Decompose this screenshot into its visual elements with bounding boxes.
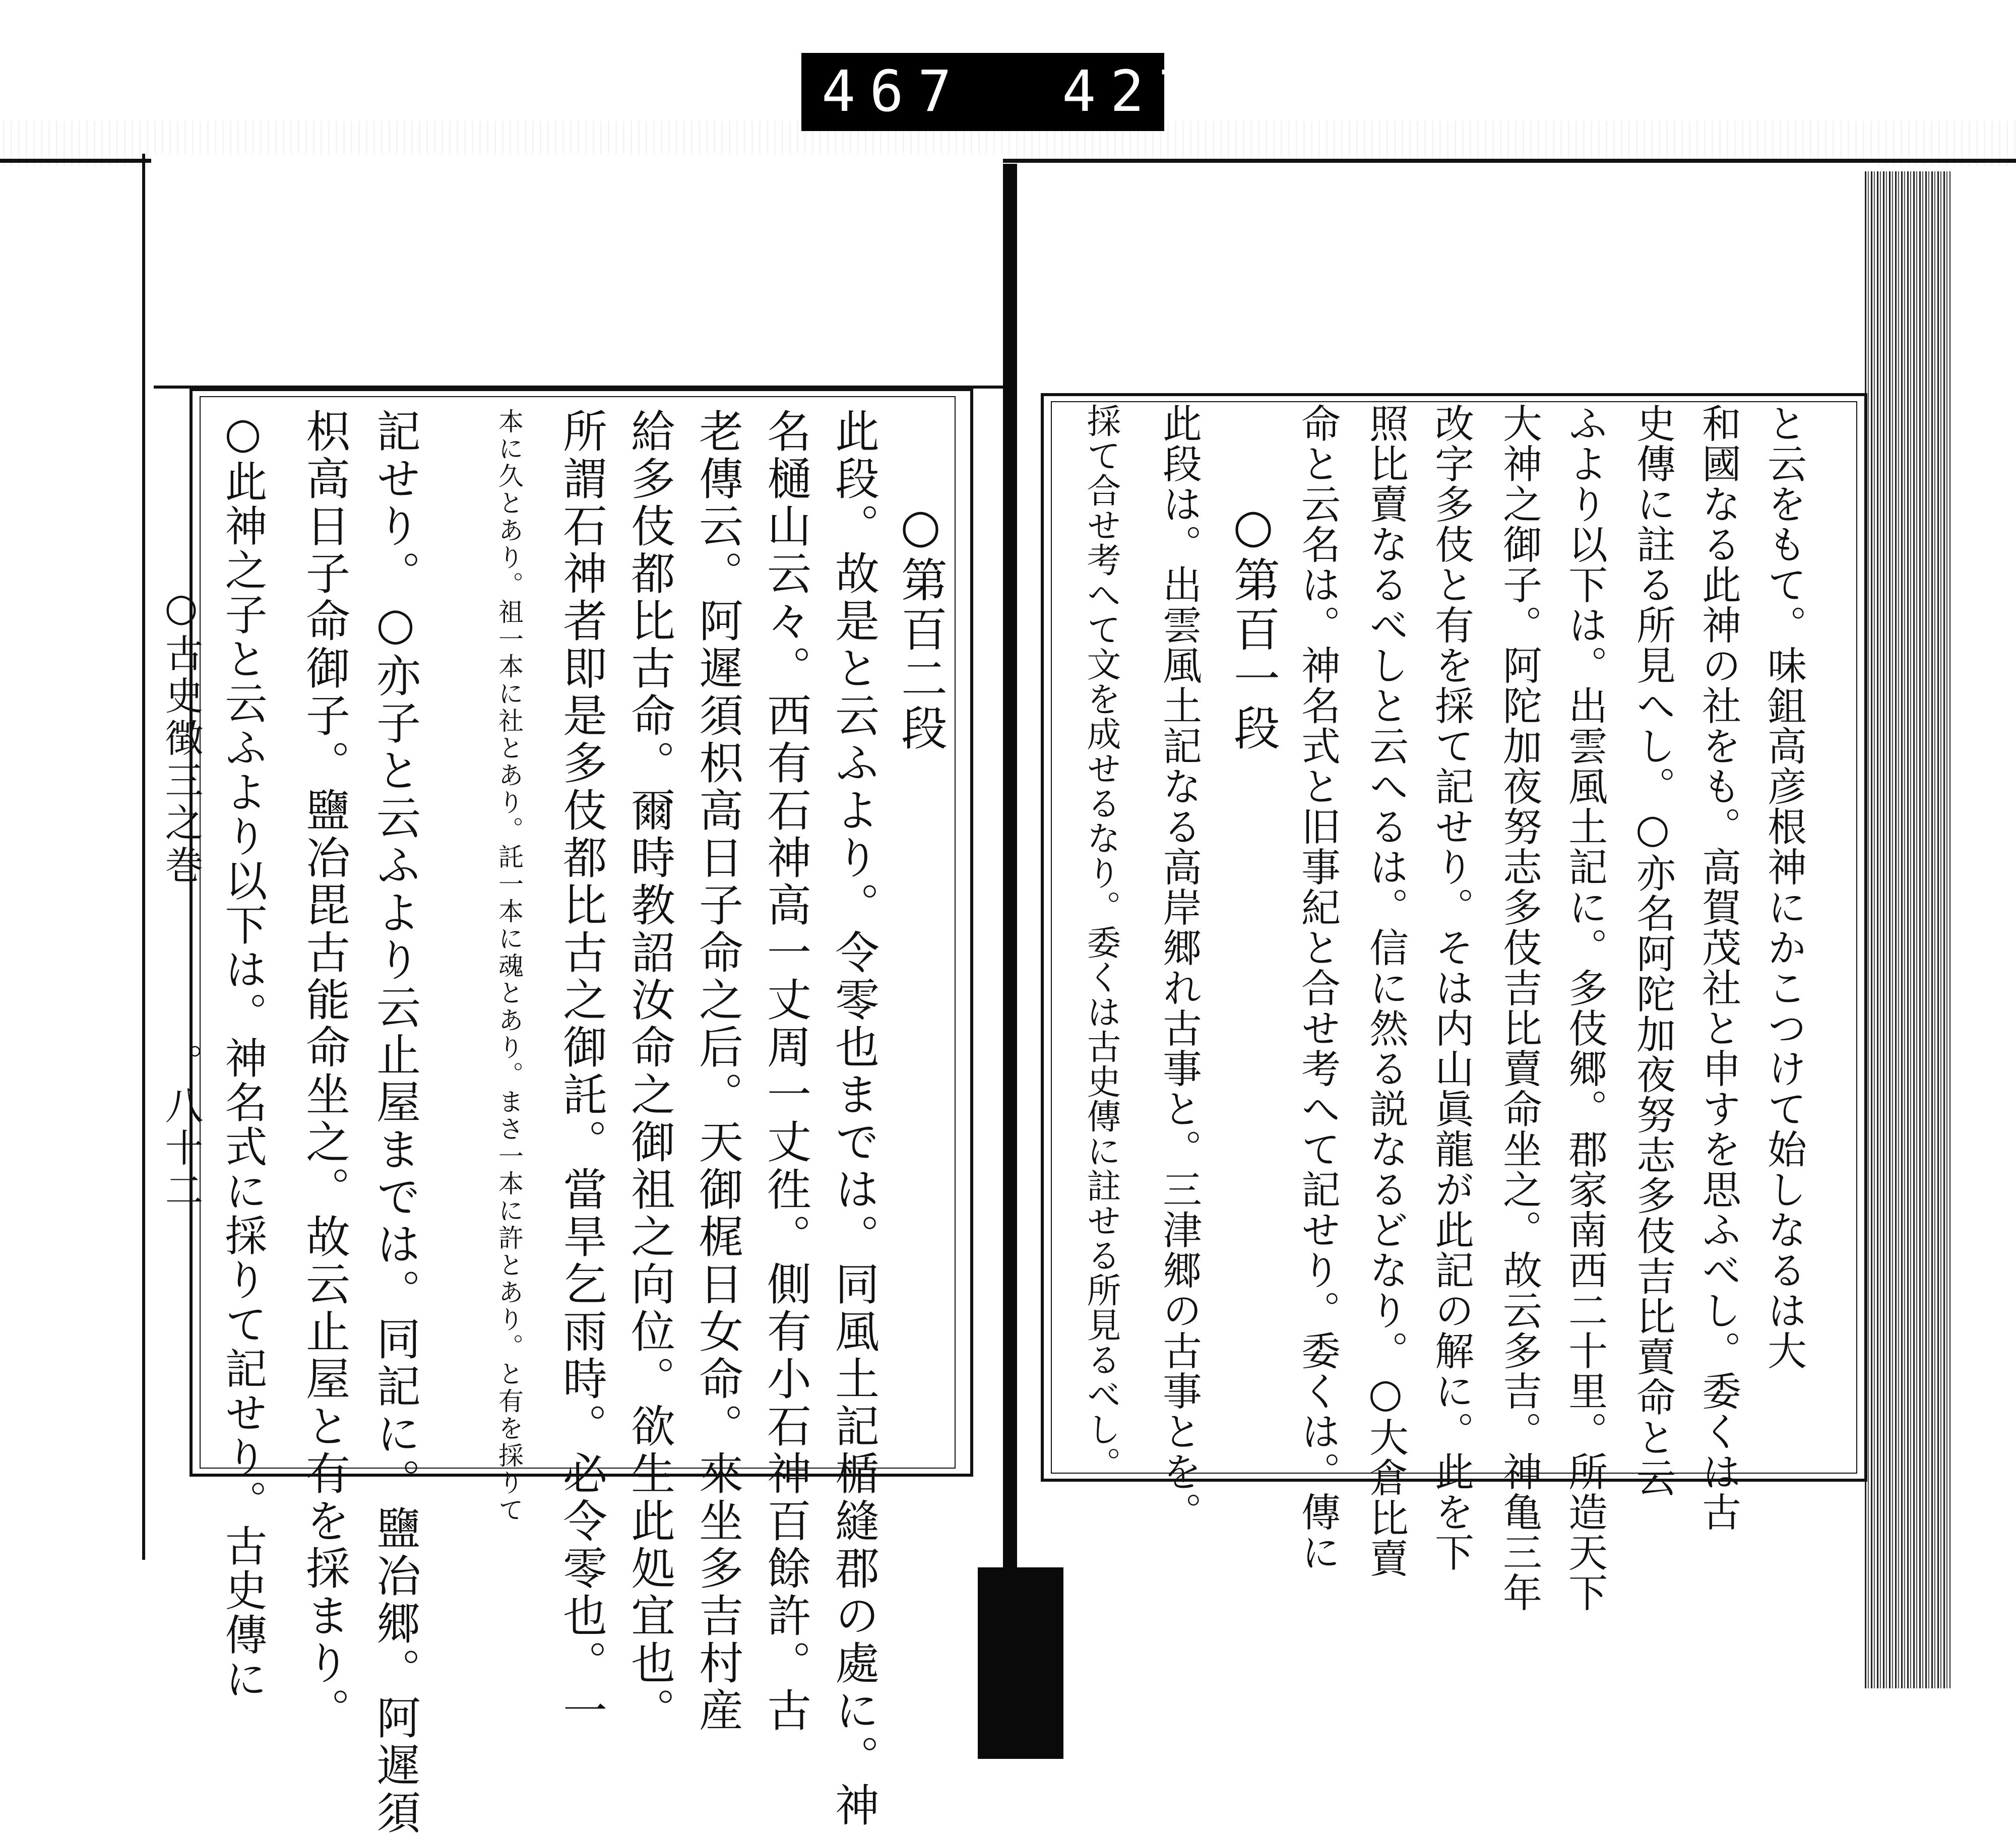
scan-counter bbox=[801, 53, 1254, 131]
page-edges bbox=[1865, 171, 1950, 1688]
text-column: 名樋山云々。西有石神高一丈周一丈徃。側有小石神百餘許。古 bbox=[760, 408, 812, 1735]
counter-left: 467 bbox=[822, 59, 966, 124]
section-heading-102: ○第百二段 bbox=[894, 499, 948, 753]
text-column: 命と云名は。神名式と旧事紀と合せ考へて記せり。委くは。傳に bbox=[1295, 403, 1340, 1572]
book-spine-base bbox=[978, 1567, 1063, 1759]
text-column: 記せり。○亦子と云ふより云止屋までは。同記に。鹽冶郷。阿遲須 bbox=[369, 408, 421, 1837]
text-column: と云をもて。味鉏高彦根神にかこつけて始しなるは大 bbox=[1761, 403, 1806, 1371]
text-column: 老傳云。阿遲須枳高日子命之后。天御梶日女命。來坐多吉村産 bbox=[692, 408, 744, 1735]
counter-right: 427. bbox=[1062, 59, 1254, 124]
left-page-edge bbox=[142, 154, 145, 1560]
text-column: 枳高日子命御子。鹽冶毘古能命坐之。故云止屋と有を採まり。 bbox=[299, 408, 351, 1735]
text-column: 照比賣なるべしと云へるは。信に然る説なるどなり。○大倉比賣 bbox=[1363, 403, 1408, 1578]
text-column: 史傳に註る所見へし。○亦名阿陀加夜努志多伎吉比賣命と云 bbox=[1630, 403, 1675, 1498]
text-column: 大神之御子。阿陀加夜努志多伎吉比賣命坐之。故云多吉。神亀三年 bbox=[1496, 403, 1542, 1613]
text-column: 和國なる此神の社をも。高賀茂社と申すを思ふべし。委くは古 bbox=[1695, 403, 1741, 1532]
page-number: 。八十二 bbox=[159, 1043, 204, 1213]
text-column: 此段は。出雲風土記なる高岸郷れ古事と。三津郷の古事とを。 bbox=[1156, 403, 1202, 1532]
text-column: ○此神之子と云ふより以下は。神名式に採りて記せり。古史傳に bbox=[218, 408, 268, 1701]
text-column: 改字多伎と有を採て記せり。そは内山眞龍が此記の解に。此を下 bbox=[1428, 403, 1474, 1572]
book-spine bbox=[1003, 164, 1017, 1731]
text-column: 此段。故是と云ふより。令零也までは。同風土記楯縫郡の處に。神 bbox=[828, 408, 880, 1829]
section-heading-101: ○第百一段 bbox=[1226, 499, 1280, 753]
text-column-annotation: 本に久とあり。祖一本に社とあり。託一本に魂とあり。まさ一本に許とあり。と有を採りて bbox=[494, 408, 524, 1524]
text-column: ふより以下は。出雲風土記に。多伎郷。郡家南西二十里。所造天下 bbox=[1562, 403, 1607, 1613]
text-column: 採て合せ考へて文を成せるなり。委くは古史傳に註せる所見るべし。 bbox=[1081, 403, 1121, 1481]
text-column: 給多伎都比古命。爾時教詔汝命之御祖之向位。欲生此処宜也。 bbox=[624, 408, 676, 1735]
running-title: ○古史徴三之巻 bbox=[159, 585, 204, 888]
text-column: 所謂石神者即是多伎都比古之御託。當旱乞雨時。必令零也。一 bbox=[556, 408, 608, 1735]
